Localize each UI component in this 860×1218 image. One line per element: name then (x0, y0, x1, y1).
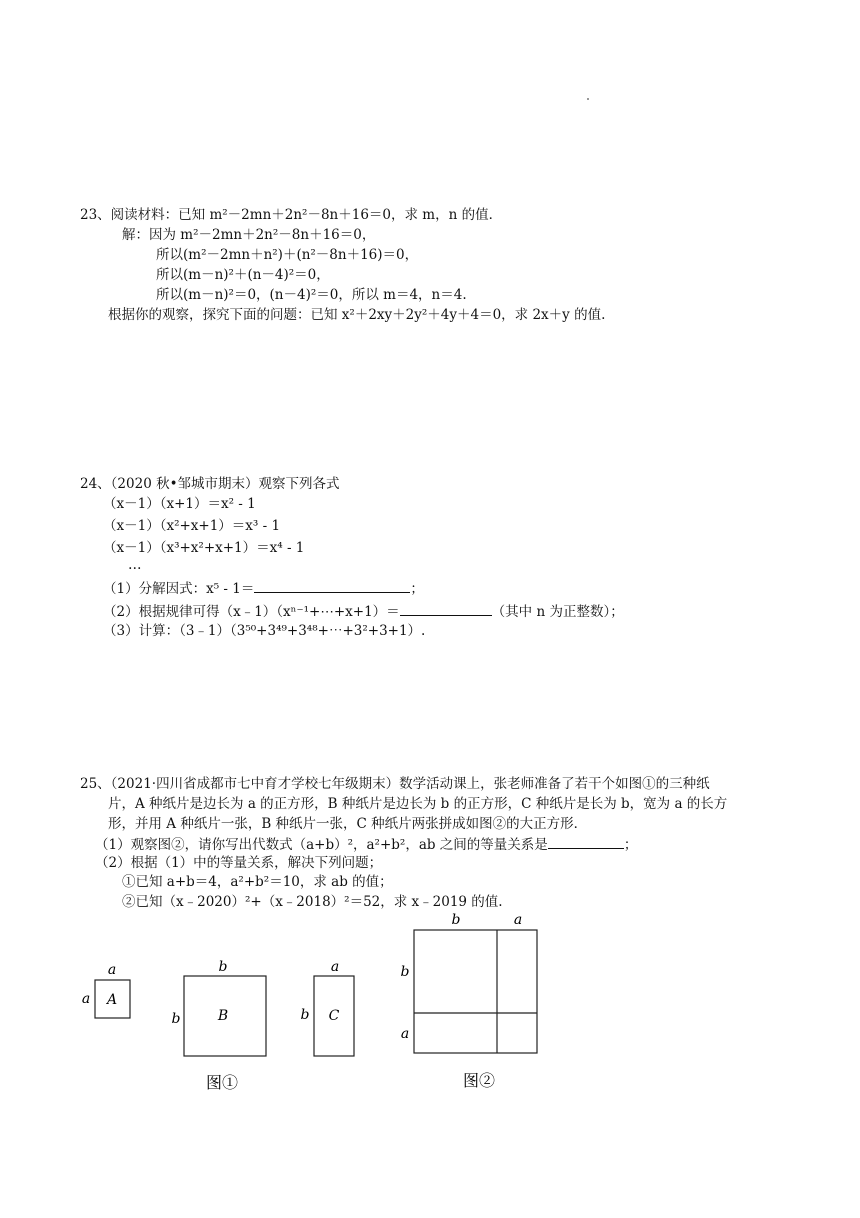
q24-part1-text: （1）分解因式：x⁵ - 1＝ (103, 581, 255, 597)
tile-a-top-label: a (107, 962, 117, 978)
q25-prompt-line1: 25、（2021·四川省成都市七中育才学校七年级期末）数学活动课上，张老师准备了若干个如图①的三种纸 (80, 776, 710, 792)
tile-c-side-label: b (300, 1007, 310, 1023)
q23-solution-line3: 所以(m－n)²＋(n－4)²＝0， (156, 267, 330, 283)
tile-c-name: C (328, 1008, 340, 1024)
tile-a-name: A (106, 992, 118, 1008)
tile-b-square (172, 959, 266, 1056)
figure-2-top-a: a (513, 912, 523, 928)
q25-part2-item1: ①已知 a+b＝4，a²+b²＝10，求 ab 的值； (122, 874, 393, 890)
figure-1-caption: 图① (205, 1073, 239, 1092)
q24-part2-text: （2）根据规律可得（x﹣1）（xⁿ⁻¹+⋯+x+1）＝ (103, 604, 400, 620)
tile-a-square (82, 962, 130, 1018)
q25-prompt-line2: 片，A 种纸片是边长为 a 的正方形，B 种纸片是边长为 b 的正方形，C 种纸片是长为 b，宽为 a 的长方 (108, 796, 728, 812)
tile-c-rectangle (301, 959, 354, 1056)
q24-title: 24、（2020 秋•邹城市期末）观察下列各式 (80, 476, 340, 492)
q24-part2 (103, 601, 624, 621)
figure-2-side-b: b (400, 964, 410, 980)
q23-question: 根据你的观察，探究下面的问题：已知 x²＋2xy＋2y²＋4y＋4＝0，求 2x＋y 的值. (108, 307, 606, 323)
q24-part3: （3）计算：（3﹣1）（3⁵⁰+3⁴⁹+3⁴⁸+⋯+3²+3+1）. (103, 623, 426, 639)
q24-formula-2: （x－1）（x²+x+1）＝x³ - 1 (103, 518, 281, 534)
q25-prompt-line3: 形，并用 A 种纸片一张，B 种纸片一张，C 种纸片两张拼成如图②的大正方形． (108, 816, 588, 832)
tile-b-name: B (217, 1008, 229, 1024)
figure-2-top-b: b (451, 912, 461, 928)
stray-dot (587, 98, 589, 100)
tile-b-side-label: b (171, 1011, 181, 1027)
q23-solution-line1: 解：因为 m²－2mn＋2n²－8n＋16＝0， (122, 227, 376, 243)
q23-solution-line2: 所以(m²－2mn＋n²)＋(n²－8n＋16)＝0， (156, 247, 419, 263)
q24-part1-end: ； (410, 581, 424, 597)
q25-part1-answer-blank[interactable] (548, 834, 624, 849)
q24-formula-3: （x－1）（x³+x²+x+1）＝x⁴ - 1 (103, 540, 305, 556)
q24-part1-answer-blank[interactable] (254, 578, 410, 593)
tile-b-top-label: b (218, 959, 228, 975)
q25-part2: （2）根据（1）中的等量关系，解决下列问题； (95, 855, 383, 871)
figure-2-side-a: a (400, 1026, 410, 1042)
figure-2-caption: 图② (462, 1071, 496, 1090)
q24-part1 (103, 578, 424, 598)
q24-part2-answer-blank[interactable] (400, 601, 492, 616)
q24-ellipsis: … (128, 557, 142, 573)
figure-1 (70, 950, 370, 1100)
q25-part1-text: （1）观察图②，请你写出代数式（a+b）²，a²+b²，ab 之间的等量关系是 (95, 837, 548, 853)
figure-2 (390, 908, 550, 1098)
q25-part2-item2: ②已知（x﹣2020）²+（x﹣2018）²＝52，求 x﹣2019 的值. (122, 894, 503, 910)
q24-formula-1: （x－1）（x+1）＝x² - 1 (103, 496, 256, 512)
q23-prompt: 23、阅读材料：已知 m²－2mn＋2n²－8n＋16＝0，求 m，n 的值． (80, 207, 503, 223)
q25-part1 (95, 834, 637, 854)
q25-part1-end: ； (623, 837, 638, 853)
tile-a-side-label: a (81, 991, 91, 1007)
tile-c-top-label: a (330, 959, 340, 975)
q24-part2-end: （其中 n 为正整数）； (491, 604, 624, 620)
q23-solution-line4: 所以(m－n)²＝0，(n－4)²＝0，所以 m＝4，n＝4. (156, 287, 467, 303)
